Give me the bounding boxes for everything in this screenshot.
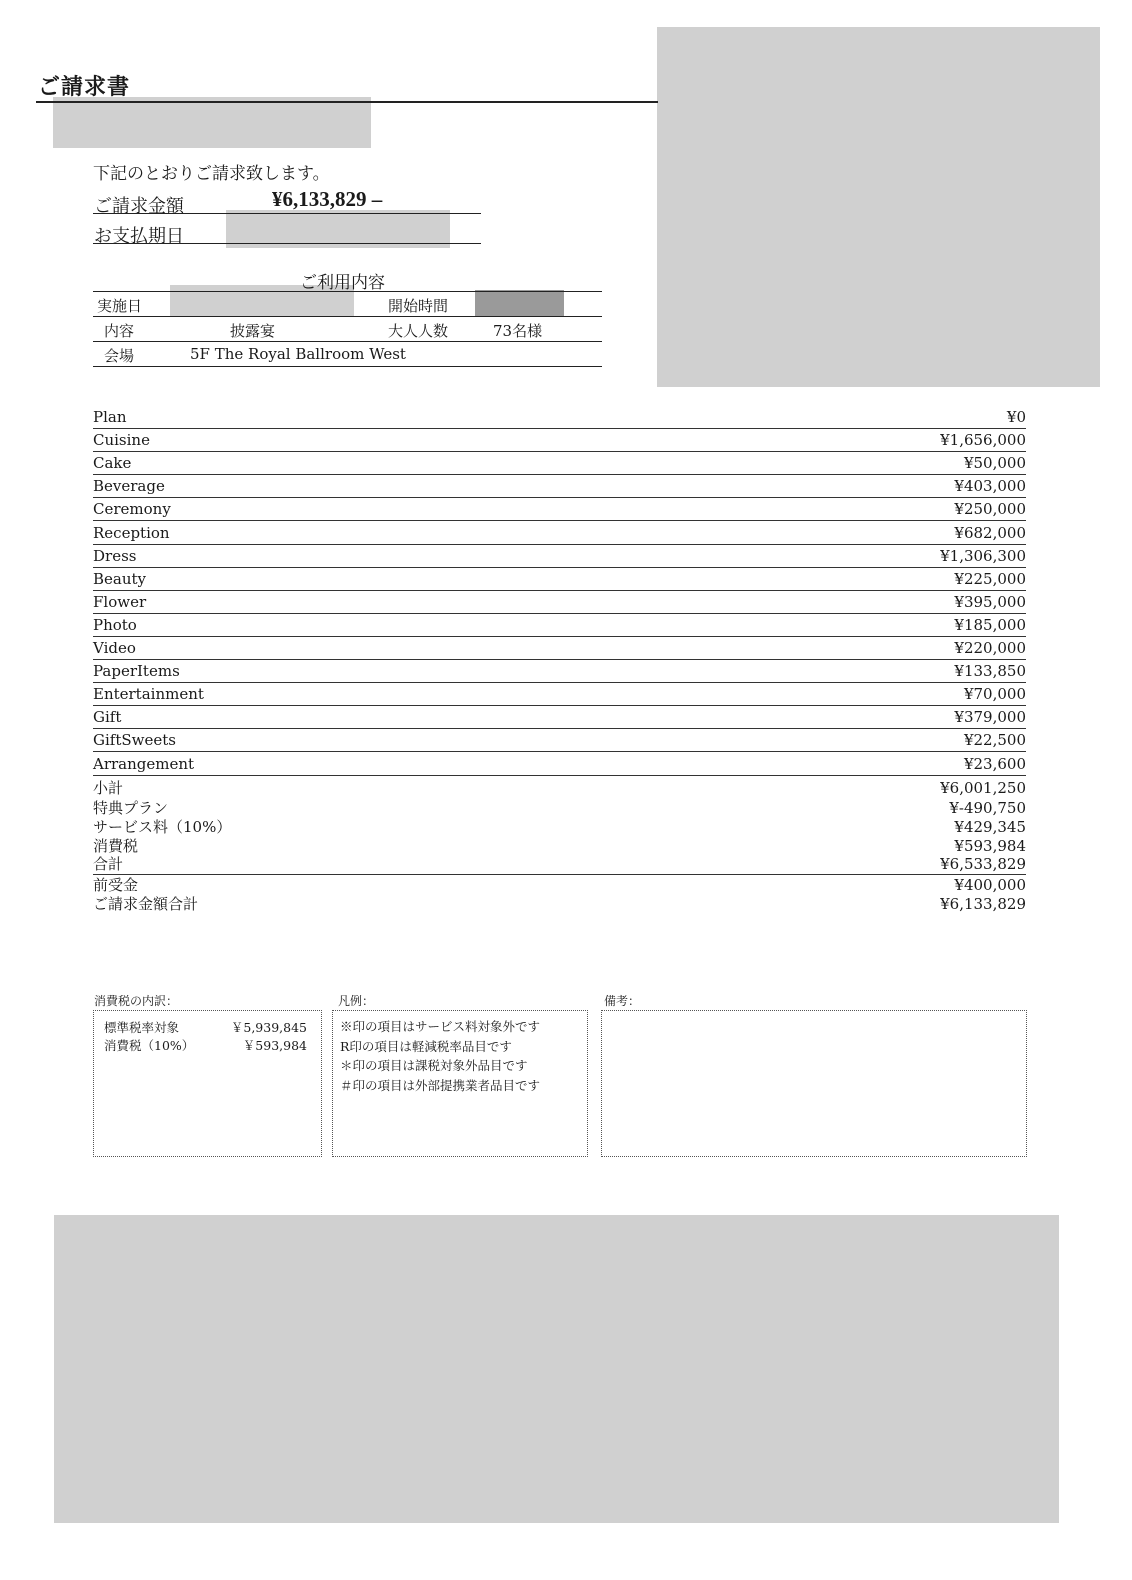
charge-amount: ¥23,600 [963, 754, 1026, 773]
charge-label: PaperItems [93, 662, 180, 681]
charge-label: Cake [93, 454, 132, 473]
charge-label: Plan [93, 408, 127, 427]
intro-text: 下記のとおりご請求致します。 [93, 164, 330, 184]
charge-amount: ¥1,306,300 [940, 546, 1026, 565]
charge-row [93, 729, 1026, 752]
legend-box [332, 1010, 588, 1157]
charge-row [93, 406, 1026, 429]
total-label: 小計 [93, 779, 124, 798]
charge-row [93, 429, 1026, 452]
usage-rule-bottom [93, 366, 602, 367]
charge-label: Cuisine [93, 431, 150, 450]
charge-label: Flower [93, 592, 147, 611]
charge-row [93, 452, 1026, 475]
charge-row [93, 498, 1026, 521]
total-amount: ¥400,000 [954, 875, 1026, 894]
standard-rate-label: 標準税率対象 [104, 1020, 180, 1035]
total-amount: ¥6,001,250 [940, 779, 1026, 798]
redacted-recipient-name [53, 97, 371, 148]
charge-amount: ¥379,000 [954, 708, 1026, 727]
usage-title: ご利用内容 [300, 273, 385, 293]
total-amount: ¥429,345 [954, 817, 1026, 836]
charge-label: Beauty [93, 569, 147, 588]
total-label: 特典プラン [93, 798, 169, 817]
total-amount: ¥-490,750 [949, 798, 1026, 817]
venue-label: 会場 [104, 347, 135, 365]
charge-label: Video [93, 639, 136, 658]
event-date-label: 実施日 [97, 297, 143, 315]
charge-row [93, 752, 1026, 775]
document-title: ご請求書 [38, 75, 131, 100]
total-row [93, 779, 1026, 798]
charge-label: Beverage [93, 477, 165, 496]
venue-value: 5F The Royal Ballroom West [190, 345, 406, 363]
redacted-start-time [475, 290, 564, 316]
charge-amount: ¥225,000 [954, 569, 1026, 588]
charge-amount: ¥682,000 [954, 523, 1026, 542]
tax-10-value: ￥593,984 [242, 1038, 307, 1053]
total-row [93, 837, 1026, 856]
legend-line: ※印の項目はサービス料対象外です [340, 1019, 541, 1034]
charge-amount: ¥250,000 [954, 500, 1026, 519]
remarks-box [601, 1010, 1027, 1157]
adults-value: 73名様 [493, 322, 543, 340]
charge-amount: ¥133,850 [954, 662, 1026, 681]
charge-row [93, 683, 1026, 706]
billing-amount-rule [93, 213, 481, 214]
charge-amount: ¥185,000 [954, 615, 1026, 634]
charge-label: Entertainment [93, 685, 204, 704]
charge-label: GiftSweets [93, 731, 176, 750]
usage-rule-1 [93, 316, 602, 317]
usage-rule-2 [93, 341, 602, 342]
charge-amount: ¥50,000 [963, 454, 1026, 473]
charge-amount: ¥0 [1006, 408, 1026, 427]
charge-label: Ceremony [93, 500, 171, 519]
charge-row [93, 637, 1026, 660]
charge-amount: ¥403,000 [954, 477, 1026, 496]
total-amount: ¥593,984 [954, 837, 1026, 856]
legend-line: R印の項目は軽減税率品目です [340, 1038, 512, 1054]
total-label: 消費税 [93, 837, 139, 856]
charge-label: Photo [93, 615, 137, 634]
charge-row [93, 475, 1026, 498]
billing-amount-value: ¥6,133,829 – [272, 187, 383, 211]
total-amount: ¥6,133,829 [940, 895, 1026, 914]
due-date-rule [93, 243, 481, 244]
start-time-label: 開始時間 [388, 297, 449, 315]
charge-label: Reception [93, 523, 170, 542]
charge-row [93, 660, 1026, 683]
charge-row [93, 521, 1026, 544]
charge-amount: ¥22,500 [963, 731, 1026, 750]
total-label: 合計 [93, 855, 124, 874]
charge-row [93, 614, 1026, 637]
legend-title: 凡例： [338, 994, 375, 1008]
total-row [93, 895, 1026, 914]
charge-label: Dress [93, 546, 137, 565]
content-label: 内容 [104, 322, 135, 340]
usage-rule-top [93, 291, 602, 292]
total-row [93, 818, 1026, 837]
total-row [93, 798, 1026, 817]
title-underline [36, 101, 658, 103]
charge-label: Gift [93, 708, 122, 727]
tax-breakdown-title: 消費税の内訳： [94, 994, 179, 1008]
charge-row [93, 706, 1026, 729]
charge-row [93, 545, 1026, 568]
charge-amount: ¥70,000 [963, 685, 1026, 704]
total-row [93, 856, 1026, 875]
due-date-label: お支払期日 [94, 226, 184, 247]
charge-label: Arrangement [93, 754, 195, 773]
charge-row [93, 591, 1026, 614]
charge-amount: ¥395,000 [954, 592, 1026, 611]
charge-amount: ¥1,656,000 [940, 431, 1026, 450]
billing-amount-label: ご請求金額 [94, 196, 184, 217]
tax-breakdown-box [93, 1010, 322, 1157]
standard-rate-value: ￥5,939,845 [230, 1020, 307, 1035]
legend-line: ＃印の項目は外部提携業者品目です [340, 1077, 541, 1093]
tax-10-label: 消費税（10%） [104, 1038, 195, 1053]
adults-label: 大人人数 [388, 322, 449, 340]
charge-row [93, 568, 1026, 591]
charge-amount: ¥220,000 [954, 639, 1026, 658]
legend-line: ＊印の項目は課税対象外品目です [340, 1058, 528, 1073]
total-row [93, 875, 1026, 894]
redacted-issuer-block [657, 27, 1100, 387]
total-label: ご請求金額合計 [93, 895, 199, 914]
total-label: 前受金 [93, 875, 139, 894]
remarks-title: 備考： [604, 994, 641, 1008]
itemized-charges [93, 406, 1026, 776]
total-label: サービス料（10%） [93, 817, 232, 836]
totals-section [93, 779, 1026, 914]
total-amount: ¥6,533,829 [940, 855, 1026, 874]
content-value: 披露宴 [230, 322, 276, 340]
redacted-footer-block [54, 1215, 1059, 1523]
